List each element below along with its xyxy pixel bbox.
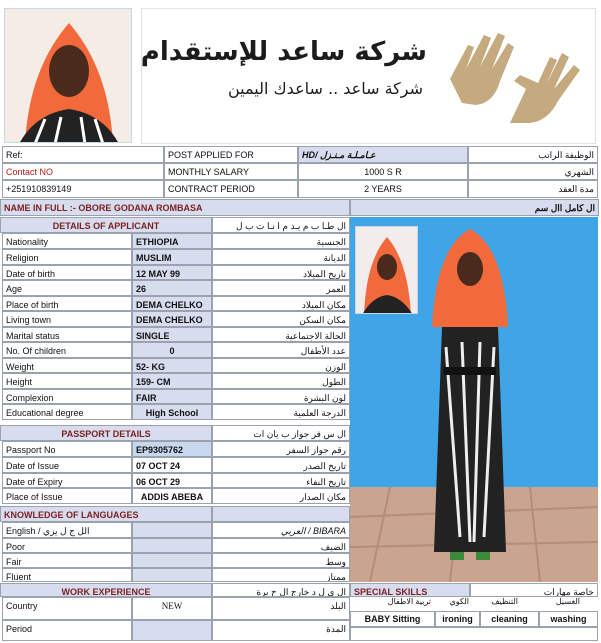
header-banner <box>141 8 596 144</box>
applicant-section-title-ar: ال طـا ب م يـد م ا نـا ت ب ل <box>212 217 350 233</box>
passport-number-value: EP9305762 <box>132 441 212 457</box>
skill-ironing: ironing <box>435 611 480 627</box>
skill-ar-label: التنظيف <box>491 597 518 606</box>
contact-label: Contact NO <box>2 163 164 180</box>
language-level-label: Fair <box>2 553 132 568</box>
language-english-label: English / الل ج ل يزي <box>2 522 132 538</box>
detail-ar: عدد الأطفال <box>212 342 350 358</box>
detail-value: DEMA CHELKO <box>132 311 212 327</box>
detail-value: 52- KG <box>132 358 212 373</box>
detail-ar: الطول <box>212 373 350 389</box>
detail-ar: العمر <box>212 280 350 296</box>
detail-value: 12 MAY 99 <box>132 265 212 280</box>
language-level-label: Fluent <box>2 568 132 582</box>
monthly-salary-ar: الشهري <box>468 163 598 180</box>
detail-ar: تاريخ الميلاد <box>212 265 350 280</box>
passport-label: Date of Expiry <box>2 473 132 488</box>
applicant-portrait-photo <box>4 8 132 143</box>
detail-value: 159- CM <box>132 373 212 389</box>
language-arabic-label: BIBARA / العربي <box>212 522 350 538</box>
passport-photo <box>355 226 418 314</box>
passport-value: 07 OCT 24 <box>132 457 212 473</box>
detail-value: MUSLIM <box>132 249 212 265</box>
language-level-ar: الضيف <box>212 538 350 553</box>
company-slogan: شركة ساعد .. ساعدك اليمين <box>228 79 423 98</box>
contract-period-ar: مدة العقد <box>468 180 598 198</box>
detail-value: DEMA CHELKO <box>132 296 212 311</box>
languages-section-title: KNOWLEDGE OF LANGUAGES <box>0 506 212 522</box>
work-country-ar: البلد <box>212 597 350 620</box>
skill-ar-label: تربية الاطفال <box>387 597 431 606</box>
detail-label: Complexion <box>2 389 132 404</box>
passport-label: Passport No <box>2 441 132 457</box>
work-period-value <box>132 620 212 641</box>
detail-value: ETHIOPIA <box>132 233 212 249</box>
hands-logo-icon <box>440 23 590 127</box>
language-level-cell <box>132 553 212 568</box>
detail-ar: الديانة <box>212 249 350 265</box>
company-name: شركة ساعد للإستقدام <box>140 37 427 67</box>
work-period-label: Period <box>2 620 132 641</box>
skill-ar-label: الكوي <box>449 597 469 606</box>
passport-ar: تاريخ الصدر <box>212 457 350 473</box>
skill-baby-sitting: BABY Sitting <box>350 611 435 627</box>
detail-ar: لون البشرة <box>212 389 350 404</box>
language-english-level <box>132 522 212 538</box>
detail-label: Weight <box>2 358 132 373</box>
skills-section-title: SPECIAL SKILLS <box>350 583 470 597</box>
detail-label: Educational degree <box>2 404 132 420</box>
detail-label: Date of birth <box>2 265 132 280</box>
passport-label: Date of Issue <box>2 457 132 473</box>
detail-ar: الوزن <box>212 358 350 373</box>
full-name-ar: ال كامل اال سم <box>350 199 599 216</box>
passport-value: 06 OCT 29 <box>132 473 212 488</box>
work-country-label: Country <box>2 597 132 620</box>
detail-value: SINGLE <box>132 327 212 342</box>
detail-label: Marital status <box>2 327 132 342</box>
applicant-section-title: DETAILS OF APPLICANT <box>0 217 212 233</box>
passport-section-title-ar: ال س فر جواز ب يان ات <box>212 425 350 441</box>
detail-ar: مكان الميلاد <box>212 296 350 311</box>
post-applied-label: POST APPLIED FOR <box>164 146 298 163</box>
detail-label: Place of birth <box>2 296 132 311</box>
monthly-salary-value: 1000 S R <box>298 163 468 180</box>
passport-ar: مكان الصدار <box>212 488 350 504</box>
skill-ar-label: الغسيل <box>555 597 580 606</box>
skill-cleaning: cleaning <box>480 611 539 627</box>
work-section-title-ar: ال ي ل د خارج ال خ برة <box>212 583 350 597</box>
full-name-label: NAME IN FULL :- OBORE GODANA ROMBASA <box>0 199 350 216</box>
language-level-cell <box>132 538 212 553</box>
contract-period-label: CONTRACT PERIOD <box>164 180 298 198</box>
passport-ar: تاريخ النفاء <box>212 473 350 488</box>
detail-label: Height <box>2 373 132 389</box>
passport-ar: رقم جواز السفر <box>212 441 350 457</box>
detail-label: Living town <box>2 311 132 327</box>
detail-label: Religion <box>2 249 132 265</box>
work-section-title: WORK EXPERIENCE <box>0 583 212 597</box>
language-level-label: Poor <box>2 538 132 553</box>
detail-label: No. Of children <box>2 342 132 358</box>
contract-period-value: 2 YEARS <box>298 180 468 198</box>
detail-value: 26 <box>132 280 212 296</box>
work-period-ar: المدة <box>212 620 350 641</box>
detail-ar: مكان السكن <box>212 311 350 327</box>
detail-value: FAIR <box>132 389 212 404</box>
language-level-cell <box>132 568 212 582</box>
ref-label: Ref: <box>2 146 164 163</box>
work-country-value: NEW <box>132 597 212 620</box>
post-applied-value: HD/ عـامـلـة مـنـزل <box>298 146 468 163</box>
skill-washing: washing <box>539 611 598 627</box>
detail-label: Nationality <box>2 233 132 249</box>
passport-value: ADDIS ABEBA <box>132 488 212 504</box>
detail-ar: الجنسية <box>212 233 350 249</box>
skills-section-title-ar: خاصة مهارات <box>470 583 598 597</box>
detail-label: Age <box>2 280 132 296</box>
monthly-salary-label: MONTHLY SALARY <box>164 163 298 180</box>
passport-label: Place of Issue <box>2 488 132 504</box>
detail-ar: الدرجة العلمية <box>212 404 350 420</box>
skills-blank-row <box>350 627 598 641</box>
detail-ar: الحالة الاجتماعية <box>212 327 350 342</box>
passport-section-title: PASSPORT DETAILS <box>0 425 212 441</box>
language-level-ar: وسط <box>212 553 350 568</box>
detail-value: High School <box>132 404 212 420</box>
language-level-ar: ممتاز <box>212 568 350 582</box>
detail-value: 0 <box>132 342 212 358</box>
post-applied-ar: الوظيفة الراتب <box>468 146 598 163</box>
languages-title-blank <box>212 506 350 522</box>
phone-number: +251910839149 <box>2 180 164 198</box>
